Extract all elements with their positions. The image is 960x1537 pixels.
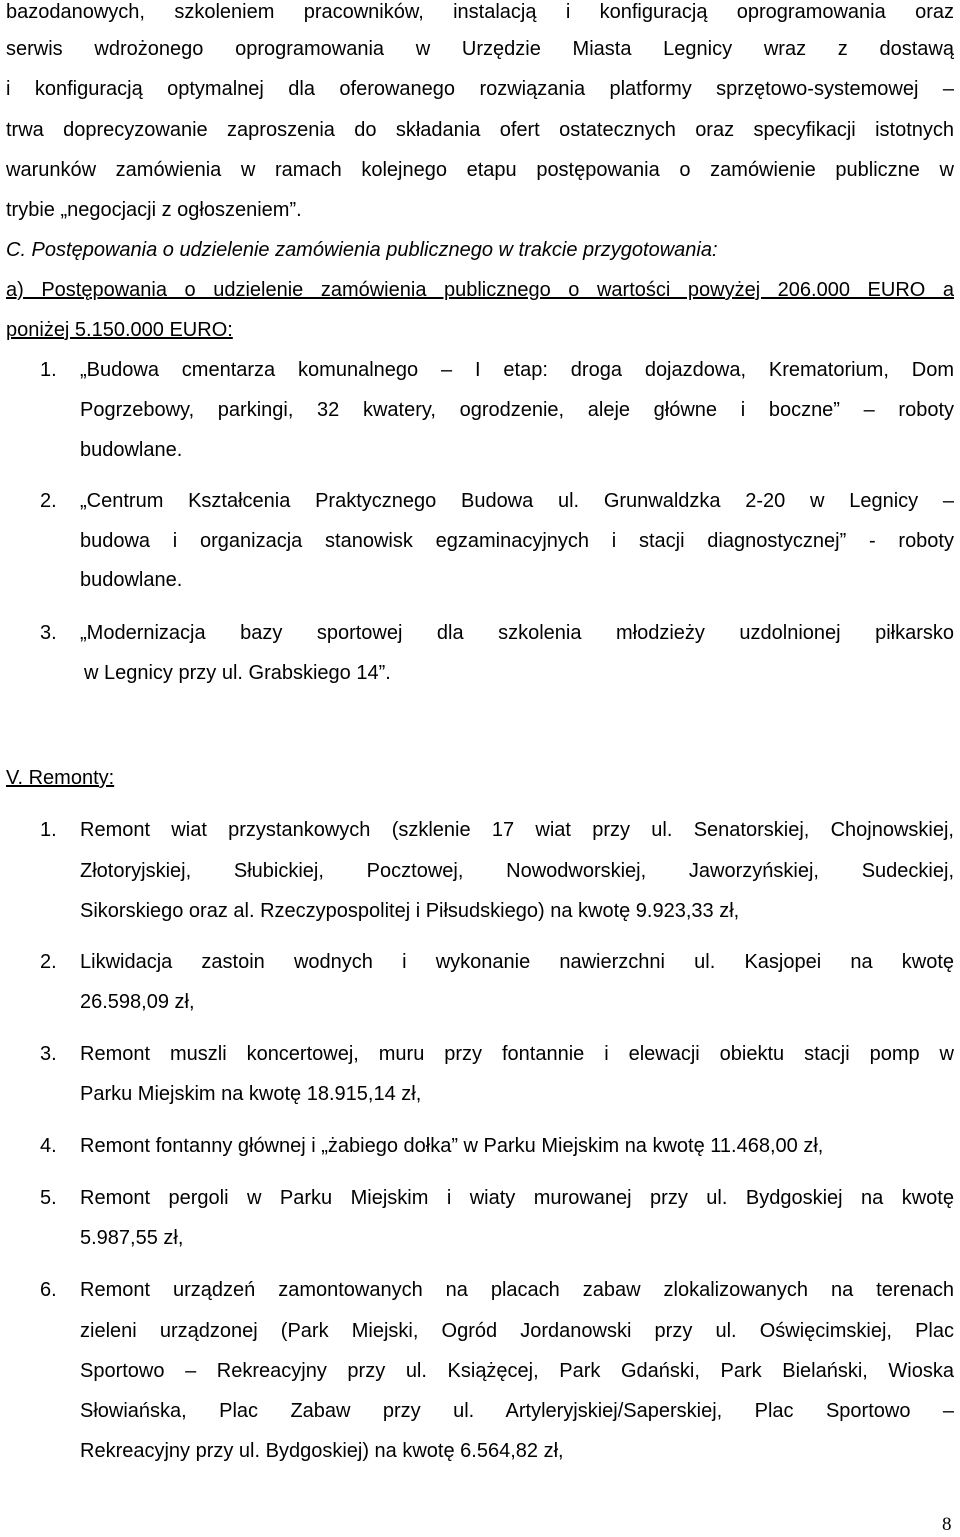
list-item-line: Likwidacja zastoin wodnych i wykonanie nawierzchni ul. Kasjopei na kwotę bbox=[80, 951, 954, 973]
intro-line: i konfiguracją optymalnej dla oferowanego rozwiązania platformy sprzętowo-systemowej – bbox=[6, 78, 954, 100]
section-c-sub-a: a) Postępowania o udzielenie zamówienia publicznego o wartości powyżej 206.000 EURO a bbox=[6, 279, 954, 301]
list-item-line: „Centrum Kształcenia Praktycznego Budowa ul. Grunwaldzka 2-20 w Legnicy – bbox=[80, 490, 954, 512]
intro-line: trybie „negocjacji z ogłoszeniem”. bbox=[6, 199, 302, 221]
list-item-number: 6. bbox=[40, 1279, 57, 1301]
list-item-number: 3. bbox=[40, 622, 57, 644]
list-item-line: Remont fontanny głównej i „żabiego dołka” w Parku Miejskim na kwotę 11.468,00 zł, bbox=[80, 1135, 824, 1157]
list-item-line: Remont muszli koncertowej, muru przy fontannie i elewacji obiektu stacji pomp w bbox=[80, 1043, 954, 1065]
list-item-line: budowa i organizacja stanowisk egzaminacyjnych i stacji diagnostycznej” - roboty bbox=[80, 530, 954, 552]
list-item-line: 5.987,55 zł, bbox=[80, 1227, 184, 1249]
list-item-number: 2. bbox=[40, 490, 57, 512]
intro-line: warunków zamówienia w ramach kolejnego etapu postępowania o zamówienie publiczne w bbox=[6, 159, 954, 181]
list-item-line: Remont wiat przystankowych (szklenie 17 wiat przy ul. Senatorskiej, Chojnowskiej, bbox=[80, 819, 954, 841]
intro-line: trwa doprecyzowanie zaproszenia do składania ofert ostatecznych oraz specyfikacji istotnych bbox=[6, 119, 954, 141]
intro-line: serwis wdrożonego oprogramowania w Urzędzie Miasta Legnicy wraz z dostawą bbox=[6, 38, 954, 60]
list-item-line: Sikorskiego oraz al. Rzeczypospolitej i Piłsudskiego) na kwotę 9.923,33 zł, bbox=[80, 900, 740, 922]
list-item-line: budowlane. bbox=[80, 569, 183, 591]
list-item-number: 4. bbox=[40, 1135, 57, 1157]
list-item-line: „Budowa cmentarza komunalnego – I etap: droga dojazdowa, Krematorium, Dom bbox=[80, 359, 954, 381]
section-c-heading: C. Postępowania o udzielenie zamówienia publicznego w trakcie przygotowania: bbox=[6, 239, 718, 261]
list-item-line: Remont urządzeń zamontowanych na placach zabaw zlokalizowanych na terenach bbox=[80, 1279, 954, 1301]
list-item-line: Pogrzebowy, parkingi, 32 kwatery, ogrodzenie, aleje główne i boczne” – roboty bbox=[80, 399, 954, 421]
list-item-line: „Modernizacja bazy sportowej dla szkolenia młodzieży uzdolnionej piłkarsko bbox=[80, 622, 954, 644]
list-item-number: 1. bbox=[40, 819, 57, 841]
list-item-line: zieleni urządzonej (Park Miejski, Ogród Jordanowski przy ul. Oświęcimskiej, Plac bbox=[80, 1320, 954, 1342]
list-item-number: 2. bbox=[40, 951, 57, 973]
list-item-number: 5. bbox=[40, 1187, 57, 1209]
list-item-number: 1. bbox=[40, 359, 57, 381]
section-v-heading: V. Remonty: bbox=[6, 767, 115, 789]
list-item-line: w Legnicy przy ul. Grabskiego 14”. bbox=[84, 662, 391, 684]
list-item-line: Złotoryjskiej, Słubickiej, Pocztowej, Nowodworskiej, Jaworzyńskiej, Sudeckiej, bbox=[80, 860, 954, 882]
intro-line: bazodanowych, szkoleniem pracowników, instalacją i konfiguracją oprogramowania oraz bbox=[6, 1, 954, 23]
page-number: 8 bbox=[942, 1514, 952, 1535]
list-item-line: 26.598,09 zł, bbox=[80, 991, 195, 1013]
list-item-line: Rekreacyjny przy ul. Bydgoskiej) na kwotę 6.564,82 zł, bbox=[80, 1440, 564, 1462]
list-item-line: Remont pergoli w Parku Miejskim i wiaty murowanej przy ul. Bydgoskiej na kwotę bbox=[80, 1187, 954, 1209]
list-item-line: Parku Miejskim na kwotę 18.915,14 zł, bbox=[80, 1083, 422, 1105]
list-item-line: budowlane. bbox=[80, 439, 183, 461]
list-item-number: 3. bbox=[40, 1043, 57, 1065]
list-item-line: Słowiańska, Plac Zabaw przy ul. Artyleryjskiej/Saperskiej, Plac Sportowo – bbox=[80, 1400, 954, 1422]
list-item-line: Sportowo – Rekreacyjny przy ul. Książęcej, Park Gdański, Park Bielański, Wioska bbox=[80, 1360, 954, 1382]
section-c-sub-a: poniżej 5.150.000 EURO: bbox=[6, 319, 233, 341]
